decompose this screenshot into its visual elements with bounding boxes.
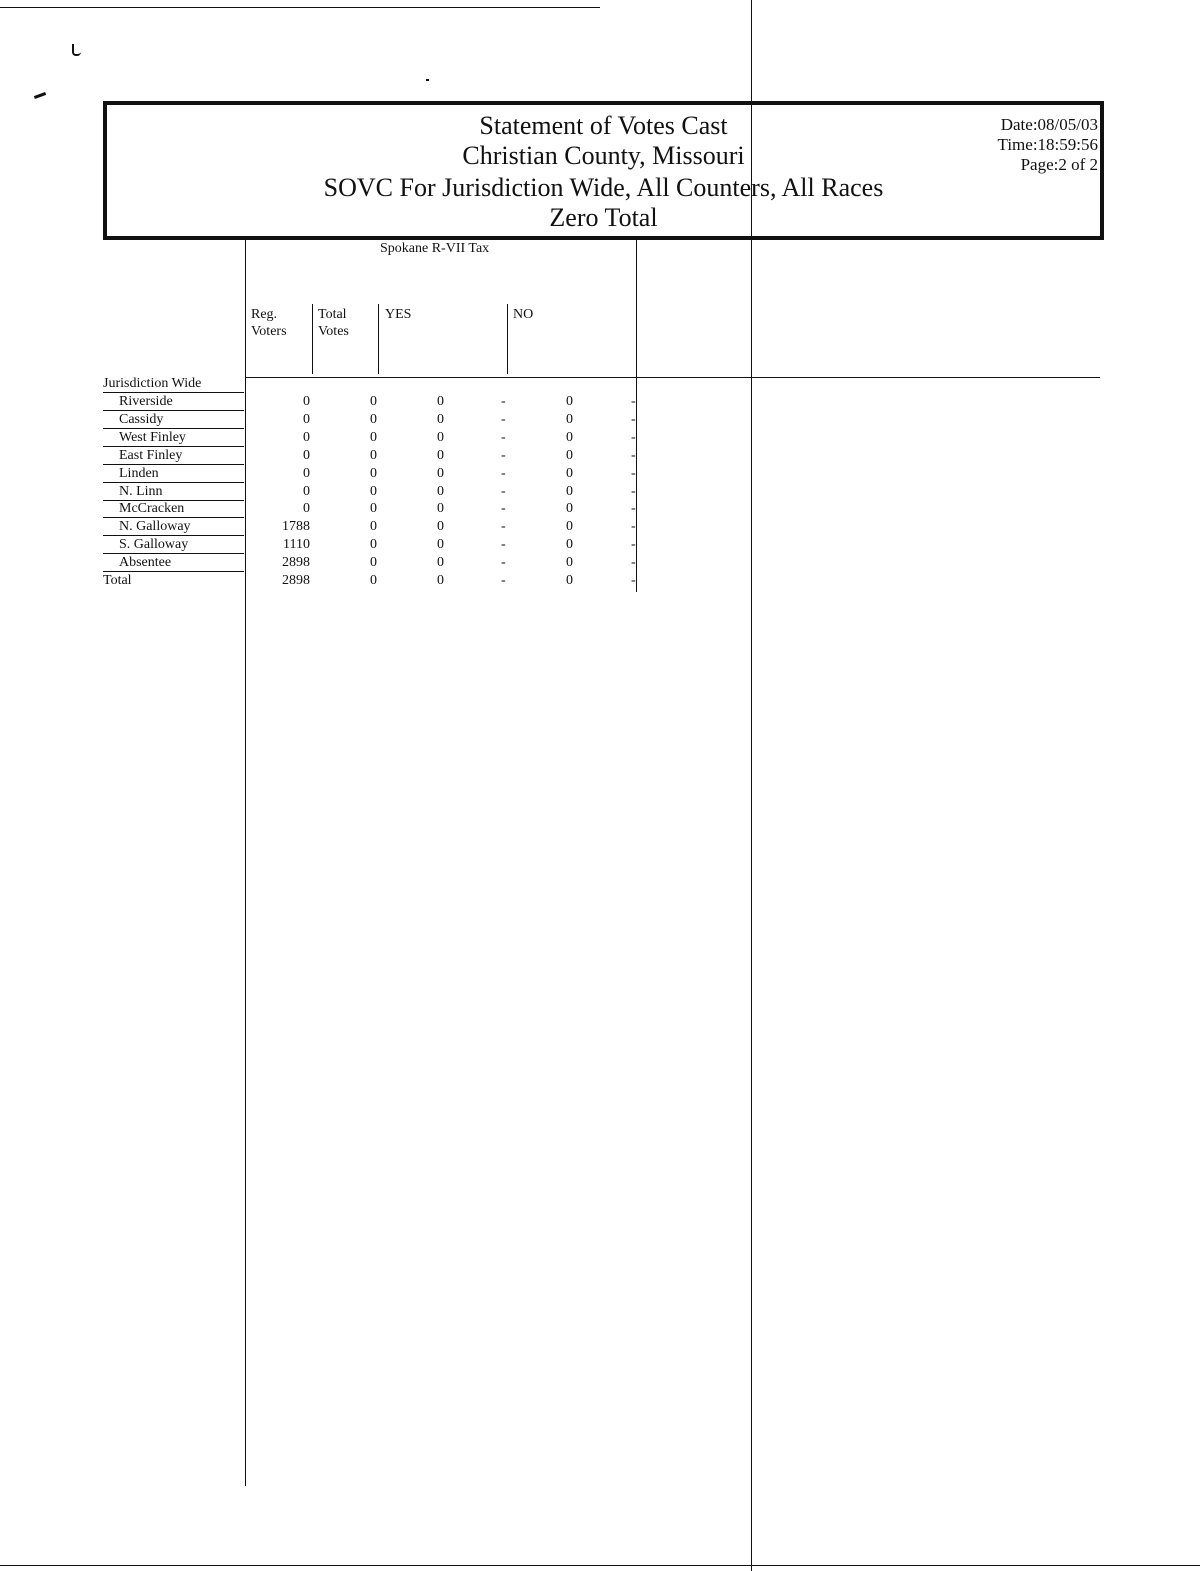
cell-reg: 0 bbox=[303, 429, 310, 445]
precinct-name: West Finley bbox=[103, 430, 244, 447]
cell-yes: 0 bbox=[437, 519, 444, 535]
cell-yes: 0 bbox=[437, 447, 444, 463]
cell-yes-pct: - bbox=[501, 501, 506, 517]
total-row-label: Total bbox=[103, 573, 132, 588]
report-time: Time:18:59:56 bbox=[997, 135, 1098, 154]
cell-yes: 0 bbox=[437, 411, 444, 427]
cell-no: 0 bbox=[566, 537, 573, 553]
cell-reg: 2898 bbox=[282, 555, 310, 571]
cell-no: 0 bbox=[566, 519, 573, 535]
cell-total: 0 bbox=[370, 573, 377, 588]
cell-no: 0 bbox=[566, 411, 573, 427]
bottom-scan-edge bbox=[0, 1565, 1200, 1566]
cell-reg: 0 bbox=[303, 394, 310, 409]
scan-speck bbox=[426, 79, 429, 81]
precinct-name: Absentee bbox=[103, 555, 244, 572]
contest-name: Spokane R-VII Tax bbox=[380, 241, 490, 256]
precinct-name: N. Linn bbox=[103, 484, 244, 501]
cell-no-pct: - bbox=[631, 501, 636, 517]
cell-no: 0 bbox=[566, 573, 573, 588]
cell-total: 0 bbox=[370, 465, 377, 481]
cell-yes-pct: - bbox=[501, 465, 506, 481]
report-date: Date:08/05/03 bbox=[1000, 115, 1098, 134]
cell-yes: 0 bbox=[437, 537, 444, 553]
cell-no-pct: - bbox=[631, 394, 636, 409]
col-header-total-votes: Total Votes bbox=[318, 307, 349, 339]
col-header-no: NO bbox=[513, 307, 534, 322]
cell-no-pct: - bbox=[631, 573, 636, 588]
cell-yes: 0 bbox=[437, 573, 444, 588]
cell-no: 0 bbox=[566, 501, 573, 517]
cell-yes: 0 bbox=[437, 429, 444, 445]
report-subtitle: Zero Total bbox=[549, 203, 658, 232]
scan-speck bbox=[72, 44, 81, 56]
col-divider-no bbox=[507, 304, 508, 374]
cell-yes-pct: - bbox=[501, 483, 506, 499]
precinct-name: Linden bbox=[103, 466, 244, 483]
cell-no: 0 bbox=[566, 483, 573, 499]
precinct-name: Riverside bbox=[103, 394, 244, 411]
scan-speck bbox=[34, 92, 46, 99]
cell-reg: 0 bbox=[303, 465, 310, 481]
top-scan-edge bbox=[0, 7, 600, 8]
cell-reg: 1110 bbox=[283, 537, 310, 553]
cell-total: 0 bbox=[370, 555, 377, 571]
report-header bbox=[103, 101, 1104, 240]
precinct-name: N. Galloway bbox=[103, 519, 244, 536]
cell-yes: 0 bbox=[437, 555, 444, 571]
cell-no: 0 bbox=[566, 394, 573, 409]
cell-no-pct: - bbox=[631, 555, 636, 571]
cell-yes-pct: - bbox=[501, 429, 506, 445]
cell-no: 0 bbox=[566, 465, 573, 481]
precinct-name: S. Galloway bbox=[103, 537, 244, 554]
cell-yes-pct: - bbox=[501, 555, 506, 571]
cell-no-pct: - bbox=[631, 483, 636, 499]
report-page: Page:2 of 2 bbox=[1020, 155, 1098, 174]
report-county: Christian County, Missouri bbox=[462, 141, 745, 170]
cell-total: 0 bbox=[370, 483, 377, 499]
cell-no-pct: - bbox=[631, 447, 636, 463]
cell-total: 0 bbox=[370, 411, 377, 427]
cell-yes-pct: - bbox=[501, 394, 506, 409]
cell-no-pct: - bbox=[631, 537, 636, 553]
col-divider-total bbox=[312, 304, 313, 374]
cell-yes-pct: - bbox=[501, 537, 506, 553]
cell-yes-pct: - bbox=[501, 573, 506, 588]
cell-total: 0 bbox=[370, 519, 377, 535]
cell-no: 0 bbox=[566, 429, 573, 445]
cell-total: 0 bbox=[370, 429, 377, 445]
cell-yes-pct: - bbox=[501, 447, 506, 463]
table-right-border bbox=[636, 236, 637, 592]
cell-reg: 0 bbox=[303, 411, 310, 427]
cell-no-pct: - bbox=[631, 429, 636, 445]
cell-no: 0 bbox=[566, 555, 573, 571]
cell-no: 0 bbox=[566, 447, 573, 463]
cell-no-pct: - bbox=[631, 519, 636, 535]
table-left-border bbox=[245, 236, 246, 1486]
cell-no-pct: - bbox=[631, 411, 636, 427]
report-title: Statement of Votes Cast bbox=[479, 111, 728, 140]
report-scope: SOVC For Jurisdiction Wide, All Counters, All Races bbox=[323, 173, 884, 202]
section-label: Jurisdiction Wide bbox=[103, 376, 244, 393]
cell-yes-pct: - bbox=[501, 519, 506, 535]
precinct-name: McCracken bbox=[103, 501, 244, 518]
precinct-name: East Finley bbox=[103, 448, 244, 465]
cell-yes: 0 bbox=[437, 501, 444, 517]
cell-yes: 0 bbox=[437, 394, 444, 409]
precinct-name: Cassidy bbox=[103, 412, 244, 429]
col-header-yes: YES bbox=[385, 307, 412, 322]
col-divider-yes bbox=[378, 304, 379, 374]
cell-reg: 0 bbox=[303, 501, 310, 517]
cell-total: 0 bbox=[370, 394, 377, 409]
cell-reg: 2898 bbox=[282, 573, 310, 588]
cell-reg: 0 bbox=[303, 447, 310, 463]
cell-total: 0 bbox=[370, 501, 377, 517]
cell-yes-pct: - bbox=[501, 411, 506, 427]
cell-total: 0 bbox=[370, 447, 377, 463]
cell-reg: 1788 bbox=[282, 519, 310, 535]
cell-no-pct: - bbox=[631, 465, 636, 481]
cell-total: 0 bbox=[370, 537, 377, 553]
cell-yes: 0 bbox=[437, 465, 444, 481]
cell-reg: 0 bbox=[303, 483, 310, 499]
col-header-reg-voters: Reg. Voters bbox=[251, 307, 287, 339]
cell-yes: 0 bbox=[437, 483, 444, 499]
report-meta bbox=[998, 115, 1098, 175]
header-rule bbox=[245, 377, 1100, 378]
